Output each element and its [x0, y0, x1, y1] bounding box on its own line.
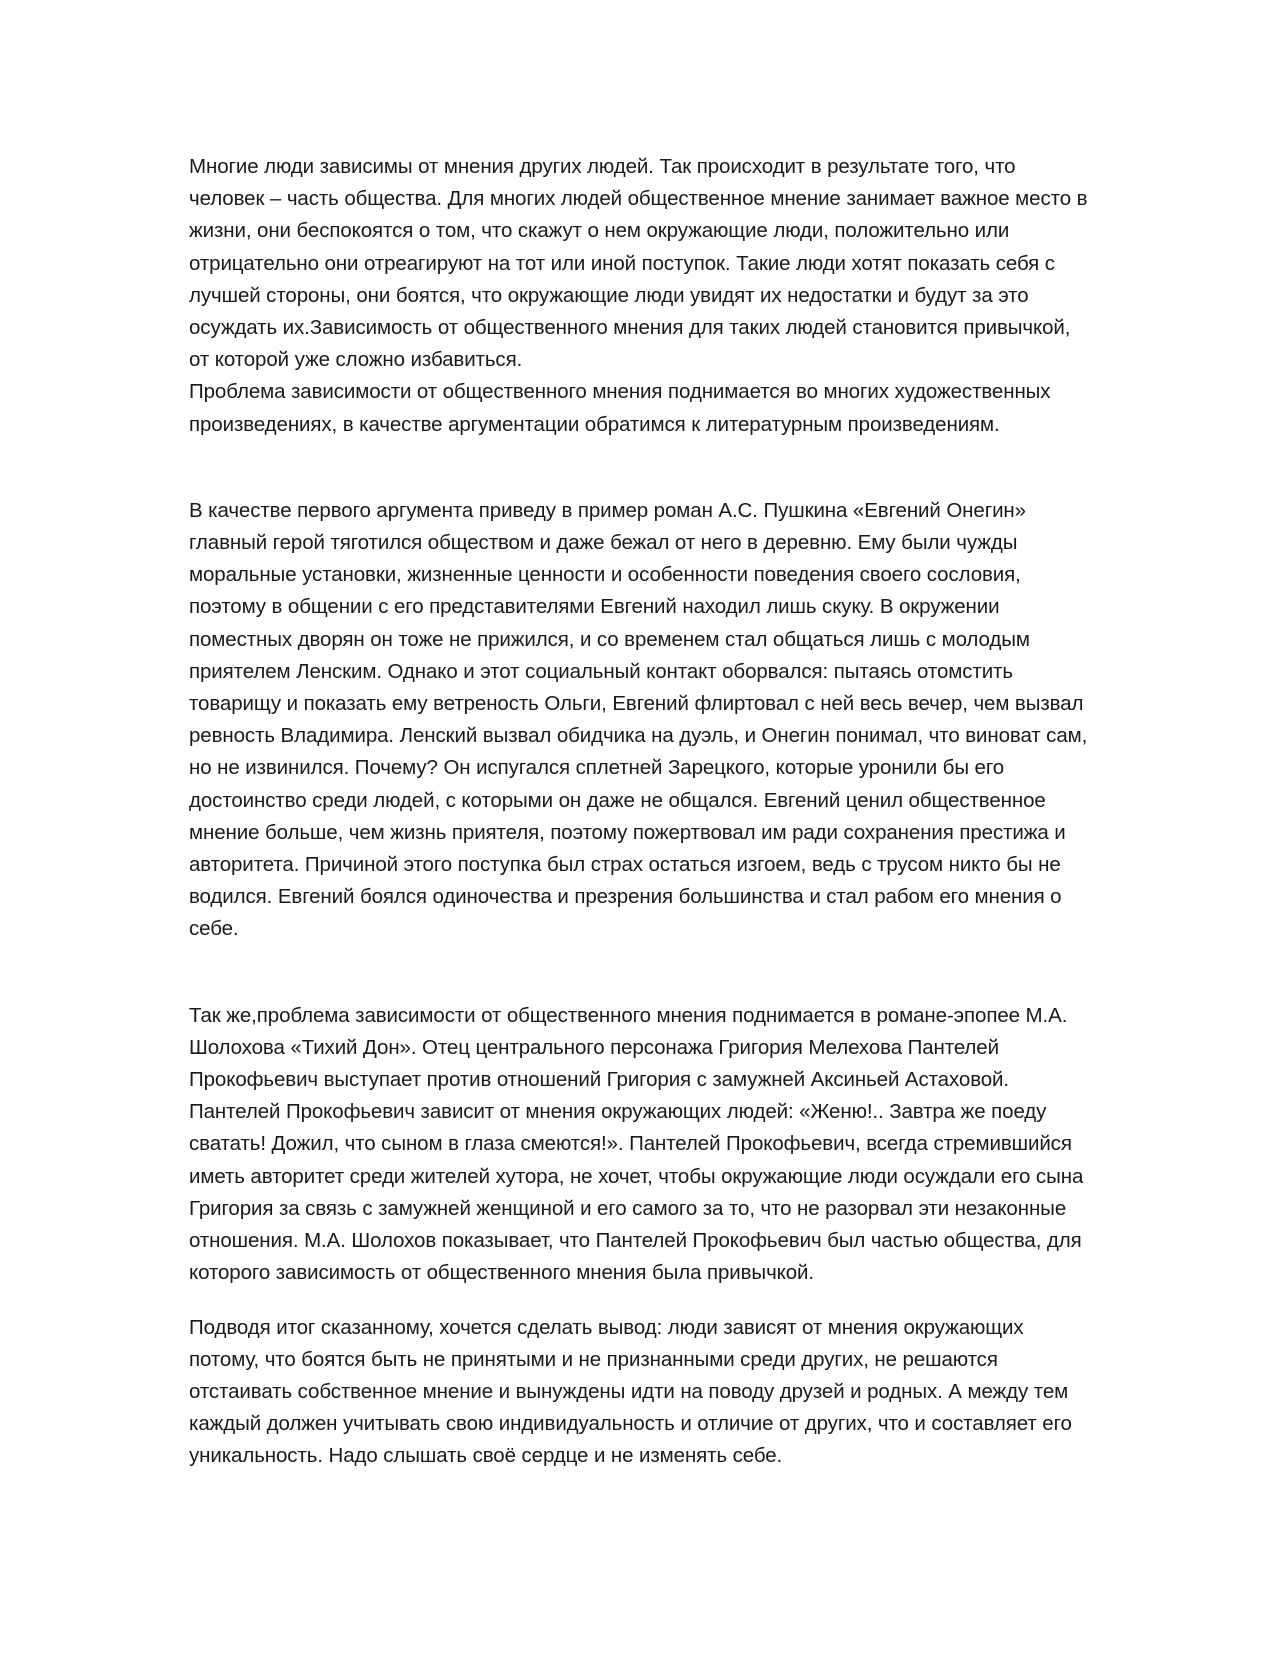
paragraph-spacer [189, 946, 1089, 1000]
paragraph-argument-quiet-don: Так же,проблема зависимости от общественного мнения поднимается в романе-эпопее М.А. Шолохова «Тихий Дон». Отец центрального персонажа Григория Мелехова Пантелей Прокофьевич выступает против отношений Григория с замужней Аксиньей Астаховой. Пантелей Прокофьевич зависит от мнения окружающих людей: «Женю!.. Завтра же поеду сватать! Дожил, что сыном в глаза смеются!». Пантелей Прокофьевич, всегда стремившийся иметь авторитет среди жителей хутора, не хочет, чтобы окружающие люди осуждали его сына Григория за связь с замужней женщиной и его самого за то, что не разорвал эти незаконные отношения. М.А. Шолохов показывает, что Пантелей Прокофьевич был частью общества, для которого зависимость от общественного мнения была привычкой. [189, 1003, 1084, 1285]
paragraph-argument-onegin: В качестве первого аргумента приведу в пример роман А.С. Пушкина «Евгений Онегин» главный герой тяготился обществом и даже бежал от него в деревню. Ему были чужды моральные установки, жизненные ценности и особенности поведения своего сословия, поэтому в общении с его представителями Евгений находил лишь скуку. В окружении поместных дворян он тоже не прижился, и со временем стал общаться лишь с молодым приятелем Ленским. Однако и этот социальный контакт оборвался: пытаясь отомстить товарищу и показать ему ветреность Ольги, Евгений флиртовал с ней весь вечер, чем вызвал ревность Владимира. Ленский вызвал обидчика на дуэль, и Онегин понимал, что виноват сам, но не извинился. Почему? Он испугался сплетней Зарецкого, которые уронили бы его достоинство среди людей, с которыми он даже не общался. Евгений ценил общественное мнение больше, чем жизнь приятеля, поэтому пожертвовал им ради сохранения престижа и авторитета. Причиной этого поступка был страх остаться изгоем, ведь с трусом никто бы не водился. Евгений боялся одиночества и презрения большинства и стал рабом его мнения о себе. [189, 498, 1088, 941]
document-body [189, 151, 1089, 1473]
paragraph-spacer [189, 1290, 1089, 1312]
paragraph-spacer [189, 441, 1089, 495]
paragraph-problem-statement: Проблема зависимости от общественного мнения поднимается во многих художественных произведениях, в качестве аргументации обратимся к литературным произведениям. [189, 380, 1051, 436]
paragraph-conclusion: Подводя итог сказанному, хочется сделать вывод: люди зависят от мнения окружающих потому, что боятся быть не принятыми и не признанными среди других, не решаются отстаивать собственное мнение и вынуждены идти на поводу друзей и родных. А между тем каждый должен учитывать свою индивидуальность и отличие от других, что и составляет его уникальность. Надо слышать своё сердце и не изменять себе. [189, 1315, 1072, 1468]
paragraph-intro: Многие люди зависимы от мнения других людей. Так происходит в результате того, что человек – часть общества. Для многих людей общественное мнение занимает важное место в жизни, они беспокоятся о том, что скажут о нем окружающие люди, положительно или отрицательно они отреагируют на тот или иной поступок. Такие люди хотят показать себя с лучшей стороны, они боятся, что окружающие люди увидят их недостатки и будут за это осуждать их.Зависимость от общественного мнения для таких людей становится привычкой, от которой уже сложно избавиться. [189, 155, 1088, 372]
